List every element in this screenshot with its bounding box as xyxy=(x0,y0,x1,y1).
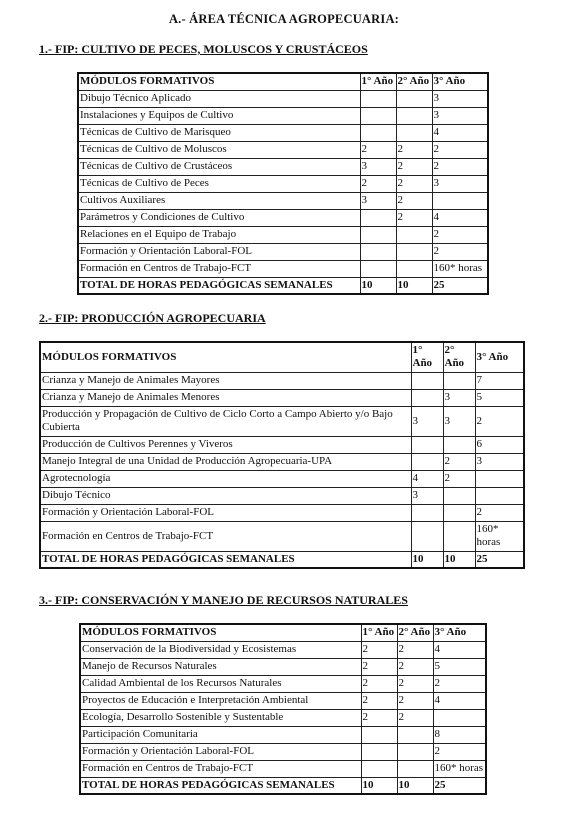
module-name-cell: TOTAL DE HORAS PEDAGÓGICAS SEMANALES xyxy=(80,777,361,794)
hours-cell-year-2: 2 xyxy=(443,470,475,487)
module-name-cell: Formación y Orientación Laboral-FOL xyxy=(80,743,361,760)
hours-cell-year-1 xyxy=(360,243,396,260)
hours-cell-year-1: 10 xyxy=(411,551,443,568)
hours-cell-year-3: 7 xyxy=(475,372,524,389)
hours-cell-year-3: 4 xyxy=(433,641,486,658)
table-row xyxy=(40,453,524,470)
hours-cell-year-3: 160* horas xyxy=(433,760,486,777)
hours-cell-year-3: 6 xyxy=(475,436,524,453)
table-total-row xyxy=(40,551,524,568)
hours-cell-year-2: 2 xyxy=(397,692,433,709)
table-row xyxy=(80,709,486,726)
hours-cell-year-1: 2 xyxy=(360,141,396,158)
table-row xyxy=(78,260,488,277)
module-name-cell: Cultivos Auxiliares xyxy=(78,192,360,209)
table-row xyxy=(40,389,524,406)
hours-cell-year-1: 1° Año xyxy=(361,624,397,641)
table-row xyxy=(80,675,486,692)
module-name-cell: Participación Comunitaria xyxy=(80,726,361,743)
hours-cell-year-3: 2 xyxy=(433,675,486,692)
module-name-cell: Técnicas de Cultivo de Crustáceos xyxy=(78,158,360,175)
module-name-cell: Dibujo Técnico xyxy=(40,487,411,504)
module-name-cell: Conservación de la Biodiversidad y Ecosistemas xyxy=(80,641,361,658)
hours-cell-year-2: 2 xyxy=(443,453,475,470)
table-row xyxy=(80,743,486,760)
table-header-row xyxy=(78,73,488,90)
hours-cell-year-1 xyxy=(360,124,396,141)
module-name-cell: Crianza y Manejo de Animales Mayores xyxy=(40,372,411,389)
section-2-heading: 2.- FIP: PRODUCCIÓN AGROPECUARIA xyxy=(39,311,266,325)
table-row xyxy=(78,192,488,209)
hours-cell-year-2 xyxy=(397,743,433,760)
hours-cell-year-1 xyxy=(360,90,396,107)
hours-cell-year-1: 2 xyxy=(361,658,397,675)
section-1-table xyxy=(77,72,489,295)
hours-cell-year-3: 3 xyxy=(432,90,488,107)
hours-cell-year-2: 10 xyxy=(443,551,475,568)
hours-cell-year-3: 25 xyxy=(475,551,524,568)
hours-cell-year-3: 4 xyxy=(432,209,488,226)
hours-cell-year-1 xyxy=(361,743,397,760)
hours-cell-year-2: 3 xyxy=(443,406,475,436)
hours-cell-year-1 xyxy=(360,260,396,277)
hours-cell-year-1 xyxy=(360,209,396,226)
module-name-cell: Técnicas de Cultivo de Marisqueo xyxy=(78,124,360,141)
module-name-cell: Producción de Cultivos Perennes y Viveros xyxy=(40,436,411,453)
hours-cell-year-3: 3° Año xyxy=(433,624,486,641)
hours-cell-year-3: 5 xyxy=(433,658,486,675)
table-header-row xyxy=(80,624,486,641)
section-1-heading: 1.- FIP: CULTIVO DE PECES, MOLUSCOS Y CRUSTÁCEOS xyxy=(39,42,368,56)
table-row xyxy=(40,487,524,504)
hours-cell-year-1: 3 xyxy=(360,192,396,209)
module-name-cell: Parámetros y Condiciones de Cultivo xyxy=(78,209,360,226)
hours-cell-year-2 xyxy=(443,487,475,504)
table-row xyxy=(78,107,488,124)
module-name-cell: Dibujo Técnico Aplicado xyxy=(78,90,360,107)
hours-cell-year-1 xyxy=(360,107,396,124)
module-name-cell: TOTAL DE HORAS PEDAGÓGICAS SEMANALES xyxy=(40,551,411,568)
module-name-cell: Manejo Integral de una Unidad de Producción Agropecuaria-UPA xyxy=(40,453,411,470)
hours-cell-year-3: 2 xyxy=(432,226,488,243)
table-header-row xyxy=(40,342,524,372)
hours-cell-year-1: 2 xyxy=(361,641,397,658)
hours-cell-year-1: 1° Año xyxy=(360,73,396,90)
hours-cell-year-3 xyxy=(432,192,488,209)
hours-cell-year-2: 2 xyxy=(396,141,432,158)
hours-cell-year-3: 2 xyxy=(432,158,488,175)
hours-cell-year-2 xyxy=(443,436,475,453)
section-3-heading: 3.- FIP: CONSERVACIÓN Y MANEJO DE RECURSOS NATURALES xyxy=(39,593,408,607)
table-total-row xyxy=(80,777,486,794)
hours-cell-year-3: 2 xyxy=(475,406,524,436)
hours-cell-year-2 xyxy=(396,260,432,277)
hours-cell-year-2: 2 xyxy=(396,209,432,226)
hours-cell-year-3 xyxy=(475,487,524,504)
hours-cell-year-1 xyxy=(360,226,396,243)
hours-cell-year-1 xyxy=(411,372,443,389)
hours-cell-year-1: 4 xyxy=(411,470,443,487)
hours-cell-year-1: 1° Año xyxy=(411,342,443,372)
module-name-cell: Formación en Centros de Trabajo-FCT xyxy=(78,260,360,277)
module-name-cell: Producción y Propagación de Cultivo de Ciclo Corto a Campo Abierto y/o Bajo Cubierta xyxy=(40,406,411,436)
table-row xyxy=(78,90,488,107)
hours-cell-year-1: 2 xyxy=(361,709,397,726)
module-name-cell: Instalaciones y Equipos de Cultivo xyxy=(78,107,360,124)
hours-cell-year-3: 2 xyxy=(432,243,488,260)
hours-cell-year-1 xyxy=(361,760,397,777)
module-name-cell: Técnicas de Cultivo de Moluscos xyxy=(78,141,360,158)
hours-cell-year-2: 3 xyxy=(443,389,475,406)
module-name-cell: Calidad Ambiental de los Recursos Naturales xyxy=(80,675,361,692)
table-row xyxy=(78,158,488,175)
module-name-cell: TOTAL DE HORAS PEDAGÓGICAS SEMANALES xyxy=(78,277,360,294)
hours-cell-year-2: 2 xyxy=(396,192,432,209)
hours-cell-year-1 xyxy=(411,389,443,406)
hours-cell-year-3: 5 xyxy=(475,389,524,406)
module-name-cell: Crianza y Manejo de Animales Menores xyxy=(40,389,411,406)
hours-cell-year-1: 3 xyxy=(411,406,443,436)
hours-cell-year-1: 3 xyxy=(411,487,443,504)
hours-cell-year-2: 2° Año xyxy=(396,73,432,90)
hours-cell-year-1: 2 xyxy=(360,175,396,192)
table-row xyxy=(40,406,524,436)
hours-cell-year-2: 2 xyxy=(396,158,432,175)
table-row xyxy=(40,470,524,487)
module-name-cell: MÓDULOS FORMATIVOS xyxy=(78,73,360,90)
hours-cell-year-3: 3 xyxy=(432,107,488,124)
hours-cell-year-3: 160* horas xyxy=(432,260,488,277)
hours-cell-year-3: 8 xyxy=(433,726,486,743)
hours-cell-year-1 xyxy=(361,726,397,743)
hours-cell-year-3: 3° Año xyxy=(432,73,488,90)
hours-cell-year-3: 2 xyxy=(475,504,524,521)
module-name-cell: Agrotecnología xyxy=(40,470,411,487)
module-name-cell: Relaciones en el Equipo de Trabajo xyxy=(78,226,360,243)
table-row xyxy=(80,760,486,777)
hours-cell-year-3: 25 xyxy=(432,277,488,294)
hours-cell-year-1 xyxy=(411,504,443,521)
hours-cell-year-2: 2 xyxy=(397,675,433,692)
table-row xyxy=(78,124,488,141)
hours-cell-year-2 xyxy=(396,107,432,124)
hours-cell-year-2 xyxy=(443,372,475,389)
hours-cell-year-3 xyxy=(433,709,486,726)
module-name-cell: Manejo de Recursos Naturales xyxy=(80,658,361,675)
table-row xyxy=(80,641,486,658)
table-row xyxy=(78,243,488,260)
hours-cell-year-3: 160* horas xyxy=(475,521,524,551)
hours-cell-year-1 xyxy=(411,436,443,453)
hours-cell-year-2 xyxy=(443,504,475,521)
table-row xyxy=(78,226,488,243)
hours-cell-year-2 xyxy=(397,760,433,777)
table-row xyxy=(80,692,486,709)
hours-cell-year-2 xyxy=(396,90,432,107)
module-name-cell: Proyectos de Educación e Interpretación Ambiental xyxy=(80,692,361,709)
module-name-cell: Formación y Orientación Laboral-FOL xyxy=(40,504,411,521)
hours-cell-year-3 xyxy=(475,470,524,487)
hours-cell-year-3: 25 xyxy=(433,777,486,794)
hours-cell-year-1: 10 xyxy=(360,277,396,294)
table-row xyxy=(78,209,488,226)
table-row xyxy=(80,658,486,675)
hours-cell-year-2: 2 xyxy=(397,641,433,658)
hours-cell-year-1: 3 xyxy=(360,158,396,175)
module-name-cell: Técnicas de Cultivo de Peces xyxy=(78,175,360,192)
table-row xyxy=(40,504,524,521)
hours-cell-year-1 xyxy=(411,453,443,470)
hours-cell-year-2: 2° Año xyxy=(397,624,433,641)
table-row xyxy=(78,175,488,192)
module-name-cell: Ecología, Desarrollo Sostenible y Sustentable xyxy=(80,709,361,726)
section-3-table xyxy=(79,623,487,795)
hours-cell-year-1 xyxy=(411,521,443,551)
document-title: A.- ÁREA TÉCNICA AGROPECUARIA: xyxy=(168,12,400,26)
hours-cell-year-2 xyxy=(396,124,432,141)
hours-cell-year-2 xyxy=(443,521,475,551)
hours-cell-year-2 xyxy=(397,726,433,743)
module-name-cell: Formación y Orientación Laboral-FOL xyxy=(78,243,360,260)
module-name-cell: MÓDULOS FORMATIVOS xyxy=(40,342,411,372)
section-2-table xyxy=(39,341,525,569)
hours-cell-year-3: 3 xyxy=(432,175,488,192)
hours-cell-year-2 xyxy=(396,226,432,243)
hours-cell-year-3: 4 xyxy=(433,692,486,709)
table-row xyxy=(40,436,524,453)
hours-cell-year-3: 3 xyxy=(475,453,524,470)
module-name-cell: Formación en Centros de Trabajo-FCT xyxy=(80,760,361,777)
hours-cell-year-2: 2 xyxy=(396,175,432,192)
module-name-cell: MÓDULOS FORMATIVOS xyxy=(80,624,361,641)
hours-cell-year-2: 10 xyxy=(396,277,432,294)
hours-cell-year-3: 2 xyxy=(432,141,488,158)
hours-cell-year-2 xyxy=(396,243,432,260)
table-row xyxy=(80,726,486,743)
hours-cell-year-3: 4 xyxy=(432,124,488,141)
hours-cell-year-3: 2 xyxy=(433,743,486,760)
table-row xyxy=(78,141,488,158)
hours-cell-year-3: 3° Año xyxy=(475,342,524,372)
hours-cell-year-2: 10 xyxy=(397,777,433,794)
hours-cell-year-1: 2 xyxy=(361,692,397,709)
table-total-row xyxy=(78,277,488,294)
hours-cell-year-2: 2 xyxy=(397,658,433,675)
hours-cell-year-2: 2 xyxy=(397,709,433,726)
hours-cell-year-1: 2 xyxy=(361,675,397,692)
table-row xyxy=(40,372,524,389)
hours-cell-year-1: 10 xyxy=(361,777,397,794)
hours-cell-year-2: 2° Año xyxy=(443,342,475,372)
module-name-cell: Formación en Centros de Trabajo-FCT xyxy=(40,521,411,551)
table-row xyxy=(40,521,524,551)
